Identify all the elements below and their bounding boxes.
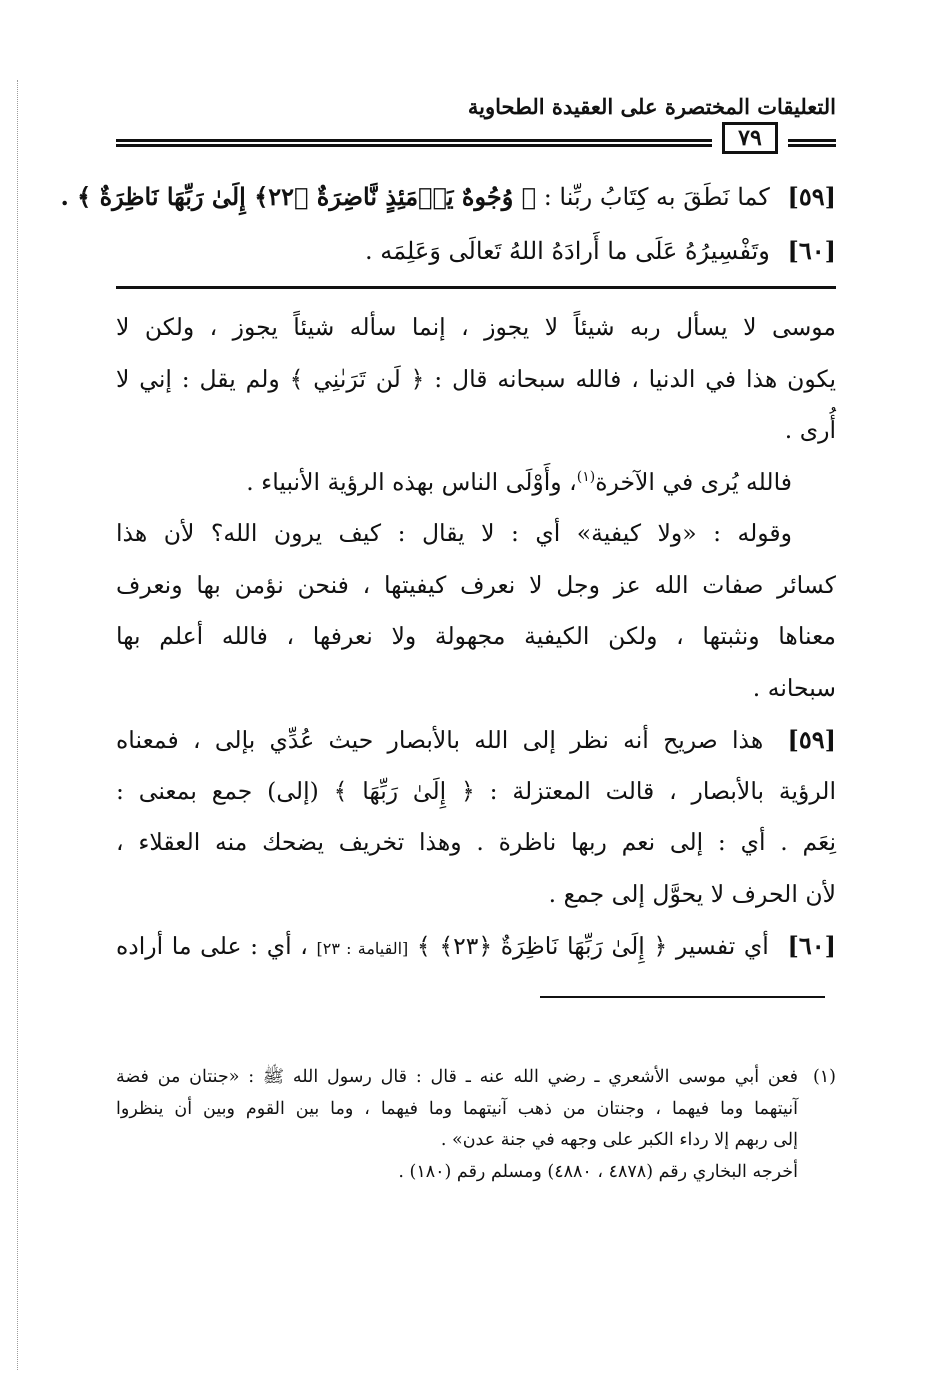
verse-reference: [القيامة : ٢٣]	[316, 939, 409, 958]
matn-text-59: كما نَطَقَ به كِتَابُ ربِّنا :	[543, 183, 770, 211]
page-number: ٧٩	[722, 122, 778, 154]
commentary-line	[116, 457, 836, 509]
commentary-line: وقوله : «ولا كيفية» أي : لا يقال : كيف يرون الله؟ لأن هذا	[116, 519, 792, 547]
commentary-line: لأن الحرف لا يحوَّل إلى جمع .	[548, 879, 836, 908]
commentary-block	[116, 302, 836, 972]
footnote-reference: (١)	[576, 468, 596, 485]
commentary-text: هذا صريح أنه نظر إلى الله بالأبصار حيث عُدِّي بإلى ، فمعناه	[116, 726, 764, 754]
commentary-text: ، وأَوْلَى الناس بهذه الرؤية الأنبياء .	[246, 467, 577, 496]
commentary-line: الرؤية بالأبصار ، قالت المعتزلة : ﴿ إِلَىٰ رَبِّهَا ﴾ (إلى) جمع بمعنى :	[116, 776, 836, 805]
matn-block	[60, 170, 836, 278]
commentary-line: سبحانه .	[752, 673, 836, 702]
footnote-line: آنيتهما وما فيهما ، وجنتان من ذهب آنيتهما وما فيهما ، وما بين القوم وبين أن ينظروا	[116, 1098, 798, 1119]
matn-number-60: [٦٠]	[787, 236, 836, 265]
matn-line-59	[60, 170, 836, 224]
header-bars-left	[116, 139, 712, 147]
commentary-number-59: [٥٩]	[787, 725, 836, 754]
running-title: التعليقات المختصرة على العقيدة الطحاوية	[467, 94, 836, 119]
matn-text-60: وتَفْسِيرُهُ عَلَى ما أَرادَهُ اللهُ تَعالَى وَعَلِمَه .	[365, 237, 770, 265]
header-bars-right	[788, 139, 836, 147]
quran-verse: ﴿ وُجُوهٌ يَوۡمَئِذٍ نَّاضِرَةٌ ﴿٢٢﴾ إِلَىٰ رَبِّهَا نَاظِرَةٌ ﴾ .	[60, 182, 537, 211]
commentary-line: يكون هذا في الدنيا ، فالله سبحانه قال : ﴿ لَن تَرَىٰنِي ﴾ ولم يقل : إني لا	[116, 364, 836, 393]
commentary-line: كسائر صفات الله عز وجل لا نعرف كيفيتها ، فنحن نؤمن بها ونعرف	[116, 570, 836, 599]
footnote-text: فعن أبي موسى الأشعري ـ رضي الله عنه ـ قال : قال رسول الله ﷺ : «جنتان من فضة	[116, 1067, 798, 1087]
footnotes-block	[116, 1062, 836, 1188]
matn-divider	[116, 286, 836, 289]
commentary-quran: أي تفسير ﴿ إِلَىٰ رَبِّهَا نَاظِرَةٌ ﴿٢٣﴾ ﴾	[416, 932, 769, 960]
footnote-source: أخرجه البخاري رقم (٤٨٧٨ ، ٤٨٨٠) ومسلم رقم (١٨٠) .	[398, 1161, 798, 1182]
footnote-line	[116, 1062, 836, 1094]
matn-number-59: [٥٩]	[787, 182, 836, 211]
footnote-marker: (١)	[812, 1067, 836, 1087]
footnote-line: إلى ربهم إلا رداء الكبر على وجهه في جنة عدن» .	[440, 1130, 798, 1150]
commentary-line: أُرى .	[784, 416, 836, 444]
commentary-line: موسى لا يسأل ربه شيئاً لا يجوز ، إنما سأله شيئاً يجوز ، ولكن لا	[116, 313, 836, 341]
footnote-divider	[540, 996, 825, 998]
commentary-number-60: [٦٠]	[787, 931, 836, 960]
matn-line-60	[116, 224, 836, 278]
header-rule	[116, 125, 836, 151]
commentary-line: معناها ونثبتها ، ولكن الكيفية مجهولة ولا نعرفها ، فالله أعلم بها	[116, 622, 836, 650]
commentary-line-59	[116, 714, 836, 766]
commentary-line: نِعَم . أي : إلى نعم ربها ناظرة . وهذا تخريف يضحك منه العقلاء ،	[116, 828, 836, 856]
commentary-text: فالله يُرى في الآخرة	[595, 467, 792, 496]
scan-edge	[17, 80, 18, 1370]
commentary-line-60	[116, 920, 836, 972]
commentary-text: ، أي : على ما أراده	[116, 932, 308, 960]
